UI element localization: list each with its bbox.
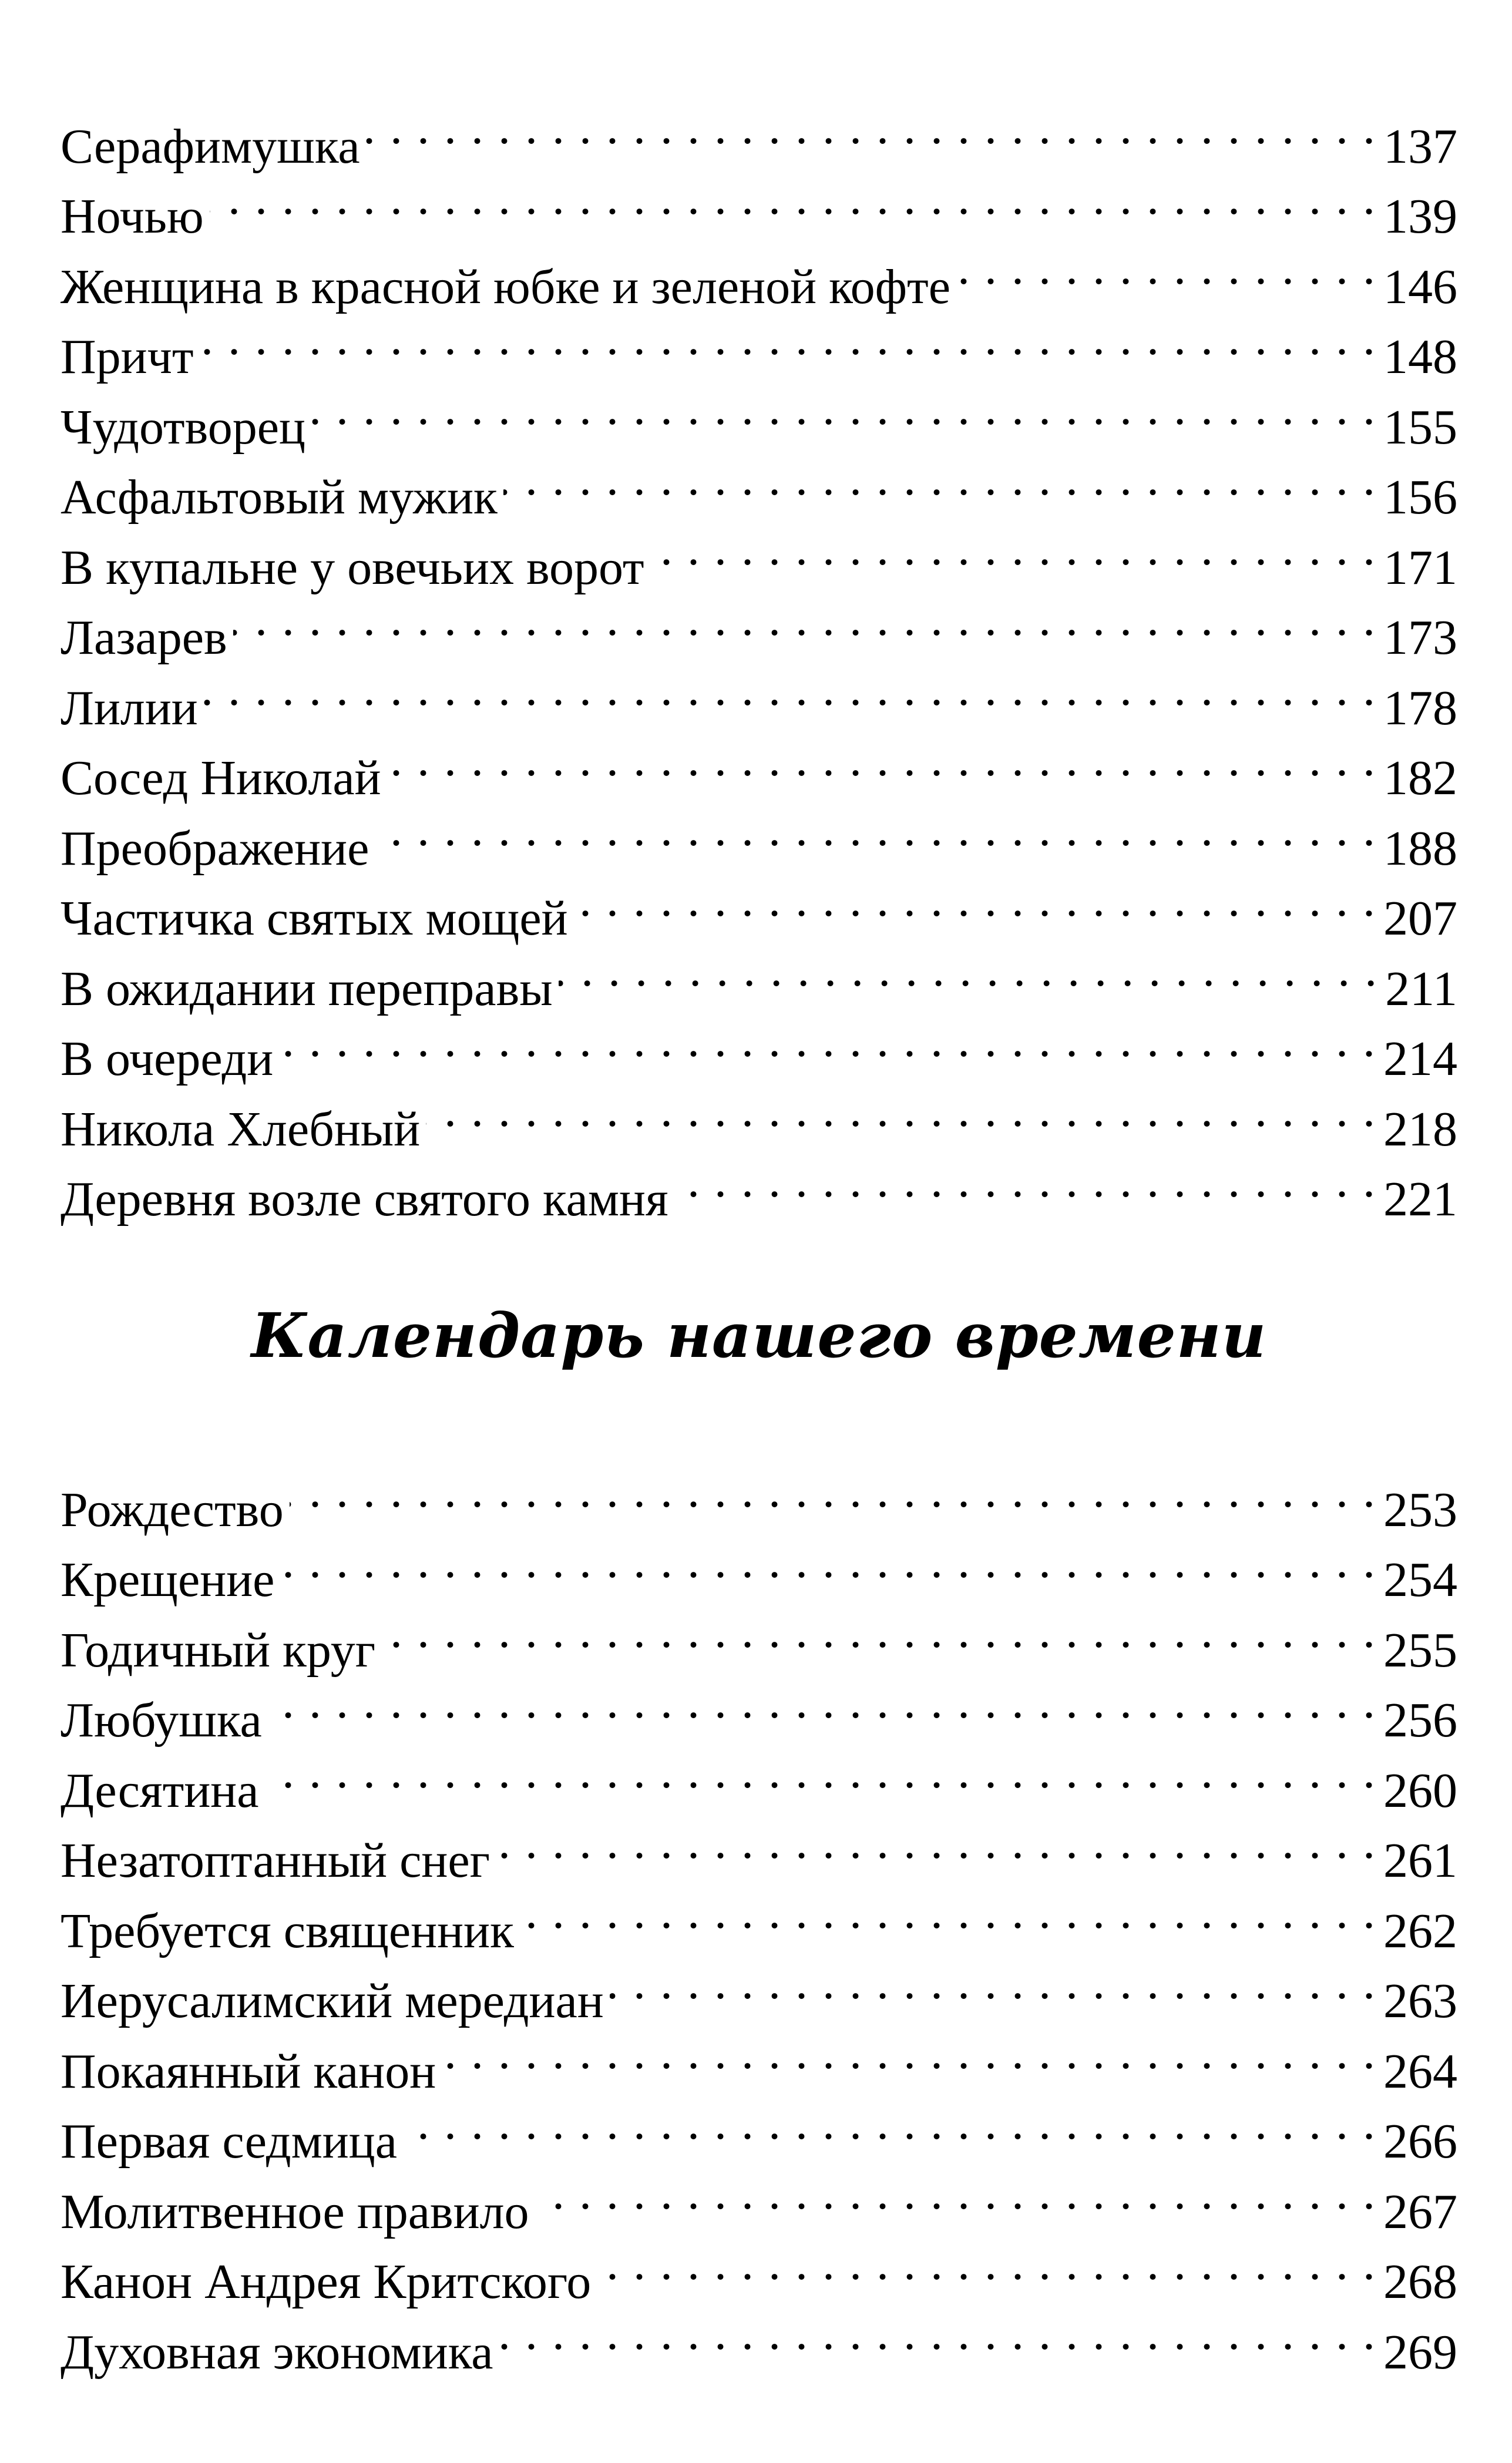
toc-entry-title: В купальне у овечьих ворот bbox=[61, 540, 644, 595]
dot-leader bbox=[280, 1526, 1376, 1597]
toc-entry-title: Никола Хлебный bbox=[61, 1101, 421, 1157]
toc-entry-title: Первая седмица bbox=[61, 2114, 397, 2169]
toc-entry-title: Причт bbox=[61, 330, 194, 384]
toc-entry-title: Духовная экономика bbox=[61, 2324, 493, 2380]
dot-leader bbox=[559, 935, 1378, 1005]
dot-leader bbox=[499, 2298, 1376, 2368]
dot-leader bbox=[375, 794, 1376, 865]
toc-entry-page: 137 bbox=[1383, 119, 1457, 174]
toc-entry[interactable] bbox=[61, 92, 1457, 174]
dot-leader bbox=[387, 724, 1376, 795]
toc-entry-title: Лазарев bbox=[61, 610, 227, 665]
dot-leader bbox=[200, 303, 1376, 374]
dot-leader bbox=[204, 654, 1376, 724]
toc-entry-page: 267 bbox=[1383, 2184, 1457, 2239]
toc-entry[interactable] bbox=[61, 1736, 1457, 1818]
toc-entry[interactable] bbox=[61, 1807, 1457, 1888]
toc-entry-title: Асфальтовый мужик bbox=[61, 470, 498, 525]
toc-entry-title: Любушка bbox=[61, 1693, 262, 1748]
toc-list-part2 bbox=[61, 1456, 1457, 2380]
dot-leader bbox=[290, 1456, 1376, 1526]
toc-entry-title: Незатоптанный снег bbox=[61, 1833, 490, 1888]
toc-entry[interactable] bbox=[61, 233, 1457, 314]
toc-entry-title: Чудотворец bbox=[61, 399, 305, 455]
toc-entry-page: 207 bbox=[1383, 891, 1457, 946]
toc-entry-page: 260 bbox=[1383, 1763, 1457, 1818]
toc-entry-page: 269 bbox=[1383, 2324, 1457, 2380]
toc-entry-title: Сосед Николай bbox=[61, 751, 381, 805]
toc-entry-page: 261 bbox=[1383, 1833, 1457, 1888]
dot-leader bbox=[311, 373, 1376, 443]
toc-entry[interactable] bbox=[61, 1666, 1457, 1748]
toc-entry[interactable] bbox=[61, 373, 1457, 455]
toc-entry-page: 146 bbox=[1383, 259, 1457, 314]
toc-entry-page: 264 bbox=[1383, 2044, 1457, 2099]
dot-leader bbox=[496, 1807, 1376, 1877]
toc-entry-page: 155 bbox=[1383, 399, 1457, 455]
toc-entry-page: 256 bbox=[1383, 1693, 1457, 1748]
toc-entry-page: 268 bbox=[1383, 2254, 1457, 2309]
section-heading: Календарь нашего времени bbox=[251, 1299, 1267, 1372]
toc-entry[interactable] bbox=[61, 1456, 1457, 1537]
toc-entry-title: Требуется священник bbox=[61, 1903, 514, 1958]
dot-leader bbox=[520, 1877, 1376, 1947]
toc-entry-page: 188 bbox=[1383, 821, 1457, 876]
dot-leader bbox=[268, 1666, 1376, 1737]
toc-entry-page: 171 bbox=[1383, 540, 1457, 595]
toc-entry-page: 156 bbox=[1383, 470, 1457, 525]
toc-entry[interactable] bbox=[61, 163, 1457, 244]
dot-leader bbox=[650, 513, 1376, 584]
toc-entry-title: Канон Андрея Критского bbox=[61, 2254, 592, 2309]
toc-entry-title: В ожидании переправы bbox=[61, 961, 553, 1016]
dot-leader bbox=[535, 2158, 1376, 2228]
toc-entry-title: Покаянный канон bbox=[61, 2044, 436, 2099]
dot-leader bbox=[233, 584, 1376, 654]
toc-entry-title: Ночью bbox=[61, 189, 204, 244]
toc-entry-title: Годичный круг bbox=[61, 1622, 376, 1678]
toc-entry-title: Молитвенное правило bbox=[61, 2184, 529, 2239]
toc-entry-page: 255 bbox=[1383, 1622, 1457, 1678]
toc-entry-title: Преображение bbox=[61, 821, 369, 876]
toc-entry-page: 266 bbox=[1383, 2114, 1457, 2169]
toc-entry-title: Частичка святых мощей bbox=[61, 891, 568, 946]
dot-leader bbox=[403, 2088, 1376, 2158]
toc-entry-page: 254 bbox=[1383, 1553, 1457, 1607]
toc-entry-title: Деревня возле святого камня bbox=[61, 1172, 668, 1227]
toc-entry-page: 182 bbox=[1383, 751, 1457, 805]
dot-leader bbox=[210, 163, 1376, 233]
dot-leader bbox=[442, 2017, 1376, 2088]
toc-entry-title: Серафимушка bbox=[61, 119, 360, 174]
toc-entry-page: 139 bbox=[1383, 189, 1457, 244]
toc-entry[interactable] bbox=[61, 654, 1457, 735]
toc-entry-page: 253 bbox=[1383, 1482, 1457, 1537]
toc-list-part1 bbox=[61, 92, 1457, 1227]
toc-entry[interactable] bbox=[61, 584, 1457, 665]
toc-entry-page: 173 bbox=[1383, 610, 1457, 665]
dot-leader bbox=[366, 92, 1376, 163]
toc-entry-page: 211 bbox=[1385, 961, 1457, 1016]
toc-entry-title: Женщина в красной юбке и зеленой кофте bbox=[61, 259, 951, 314]
dot-leader bbox=[597, 2228, 1376, 2299]
toc-page bbox=[61, 92, 1457, 2380]
toc-entry-page: 221 bbox=[1383, 1172, 1457, 1227]
dot-leader bbox=[610, 1947, 1376, 2018]
toc-entry-page: 178 bbox=[1383, 680, 1457, 735]
dot-leader bbox=[426, 1075, 1376, 1145]
toc-entry-title: Лилии bbox=[61, 680, 198, 735]
toc-entry-title: Иерусалимский мередиан bbox=[61, 1974, 604, 2028]
toc-entry[interactable] bbox=[61, 724, 1457, 805]
dot-leader bbox=[956, 233, 1376, 303]
dot-leader bbox=[574, 865, 1376, 935]
dot-leader bbox=[265, 1736, 1376, 1807]
toc-entry-title: В очереди bbox=[61, 1031, 274, 1086]
toc-entry-page: 218 bbox=[1383, 1101, 1457, 1157]
dot-leader bbox=[381, 1596, 1376, 1666]
dot-leader bbox=[503, 443, 1376, 514]
toc-entry-title: Рождество bbox=[61, 1482, 284, 1537]
toc-entry-page: 214 bbox=[1383, 1031, 1457, 1086]
dot-leader bbox=[279, 1005, 1376, 1076]
toc-entry-title: Крещение bbox=[61, 1553, 275, 1607]
toc-entry[interactable] bbox=[61, 303, 1457, 384]
toc-entry-page: 148 bbox=[1383, 330, 1457, 384]
toc-entry-page: 262 bbox=[1383, 1903, 1457, 1958]
dot-leader bbox=[674, 1145, 1376, 1216]
toc-entry-page: 263 bbox=[1383, 1974, 1457, 2028]
toc-entry-title: Десятина bbox=[61, 1763, 259, 1818]
